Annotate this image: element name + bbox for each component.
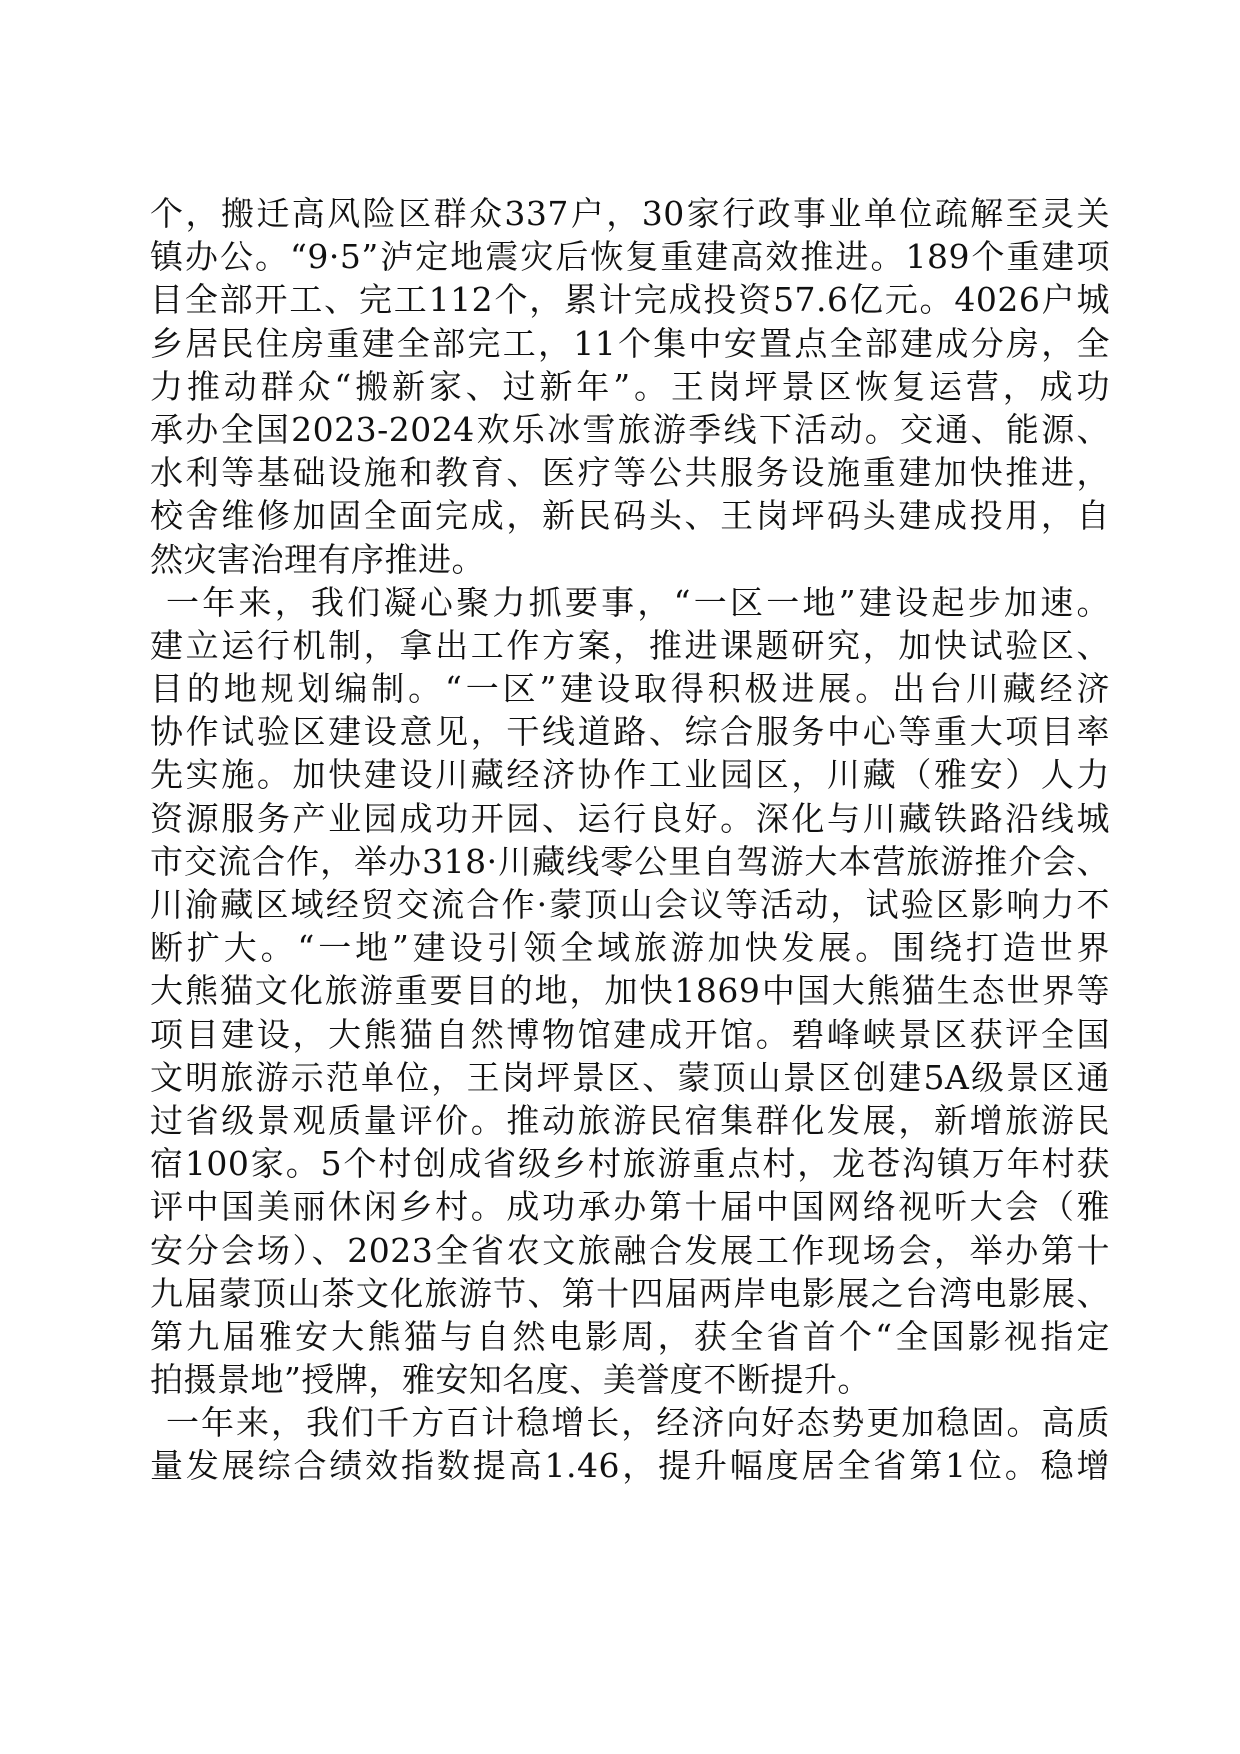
text-line: 断扩大。“一地”建设引领全域旅游加快发展。围绕打造世界	[150, 928, 1110, 968]
paragraph-1	[150, 192, 1110, 581]
text-line: 量发展综合绩效指数提高1.46，提升幅度居全省第1位。稳增	[150, 1446, 1110, 1486]
text-line: 资源服务产业园成功开园、运行良好。深化与川藏铁路沿线城	[150, 798, 1110, 838]
text-line: 先实施。加快建设川藏经济协作工业园区，川藏（雅安）人力	[150, 755, 1110, 795]
text-line: 一年来，我们千方百计稳增长，经济向好态势更加稳固。高质	[166, 1403, 1110, 1443]
text-line: 目的地规划编制。“一区”建设取得积极进展。出台川藏经济	[150, 669, 1110, 709]
paragraph-2	[150, 581, 1110, 1402]
text-line: 承办全国2023-2024欢乐冰雪旅游季线下活动。交通、能源、	[150, 409, 1110, 449]
text-line: 乡居民住房重建全部完工，11个集中安置点全部建成分房，全	[150, 323, 1110, 363]
text-line: 校舍维修加固全面完成，新民码头、王岗坪码头建成投用，自	[150, 496, 1110, 536]
text-line: 拍摄景地”授牌，雅安知名度、美誉度不断提升。	[150, 1360, 871, 1400]
text-line: 市交流合作，举办318·川藏线零公里自驾游大本营旅游推介会、	[150, 841, 1110, 881]
text-line: 川渝藏区域经贸交流合作·蒙顶山会议等活动，试验区影响力不	[150, 885, 1110, 924]
text-line: 安分会场）、2023全省农文旅融合发展工作现场会，举办第十	[150, 1230, 1110, 1270]
text-line: 然灾害治理有序推进。	[150, 539, 485, 579]
paragraph-3	[150, 1401, 1110, 1487]
text-line: 建立运行机制，拿出工作方案，推进课题研究，加快试验区、	[150, 625, 1110, 665]
text-line: 个，搬迁高风险区群众337户，30家行政事业单位疏解至灵关	[150, 194, 1110, 233]
text-line: 一年来，我们凝心聚力抓要事，“一区一地”建设起步加速。	[166, 582, 1110, 622]
text-line: 大熊猫文化旅游重要目的地，加快1869中国大熊猫生态世界等	[150, 971, 1110, 1011]
body-text	[150, 192, 1110, 1488]
text-line: 过省级景观质量评价。推动旅游民宿集群化发展，新增旅游民	[150, 1100, 1110, 1140]
text-line: 第九届雅安大熊猫与自然电影周，获全省首个“全国影视指定	[150, 1316, 1110, 1356]
text-line: 目全部开工、完工112个，累计完成投资57.6亿元。4026户城	[150, 280, 1110, 320]
text-line: 协作试验区建设意见，干线道路、综合服务中心等重大项目率	[150, 712, 1110, 752]
text-line: 评中国美丽休闲乡村。成功承办第十届中国网络视听大会（雅	[150, 1187, 1110, 1227]
text-line: 九届蒙顶山茶文化旅游节、第十四届两岸电影展之台湾电影展、	[150, 1273, 1110, 1313]
text-line: 宿100家。5个村创成省级乡村旅游重点村，龙苍沟镇万年村获	[150, 1144, 1110, 1184]
text-line: 文明旅游示范单位，王岗坪景区、蒙顶山景区创建5A级景区通	[150, 1057, 1110, 1097]
text-line: 镇办公。“9·5”泸定地震灾后恢复重建高效推进。189个重建项	[150, 237, 1110, 277]
text-line: 项目建设，大熊猫自然博物馆建成开馆。碧峰峡景区获评全国	[150, 1014, 1110, 1054]
text-line: 水利等基础设施和教育、医疗等公共服务设施重建加快推进，	[150, 453, 1110, 493]
text-line: 力推动群众“搬新家、过新年”。王岗坪景区恢复运营，成功	[150, 366, 1110, 406]
